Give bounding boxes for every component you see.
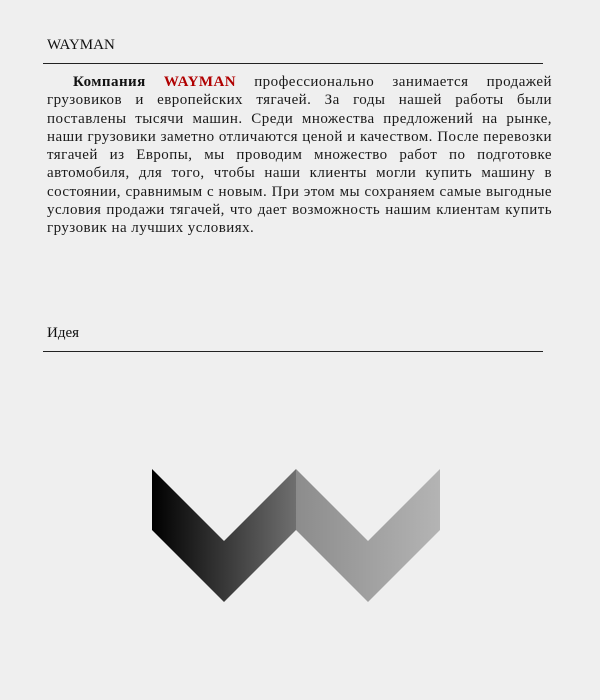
idea-section-title: Идея [47,325,80,341]
logo-left-chevron [152,469,296,602]
logo-right-chevron [296,469,440,602]
intro-lead: Компания [73,74,146,90]
brand-name: WAYMAN [163,74,237,90]
page-title: WAYMAN [47,37,115,53]
intro-text: профессионально занимается продажей грузовиков и европейских тягачей. За годы нашей работы были поставлены тысячи машин. Среди множества предложений на рынке, наши грузовики заметно отличаются ценой и качеством. После перевозки тягачей из Европы, мы проводим множество работ по подготовке автомобиля, для того, чтобы наши клиенты могли купить машину в состоянии, сравнимым с новым. При этом мы сохраняем самые выгодные условия продажи тягачей, что дает возможность нашим клиентам купить грузовик на лучших условиях. [47,74,553,237]
